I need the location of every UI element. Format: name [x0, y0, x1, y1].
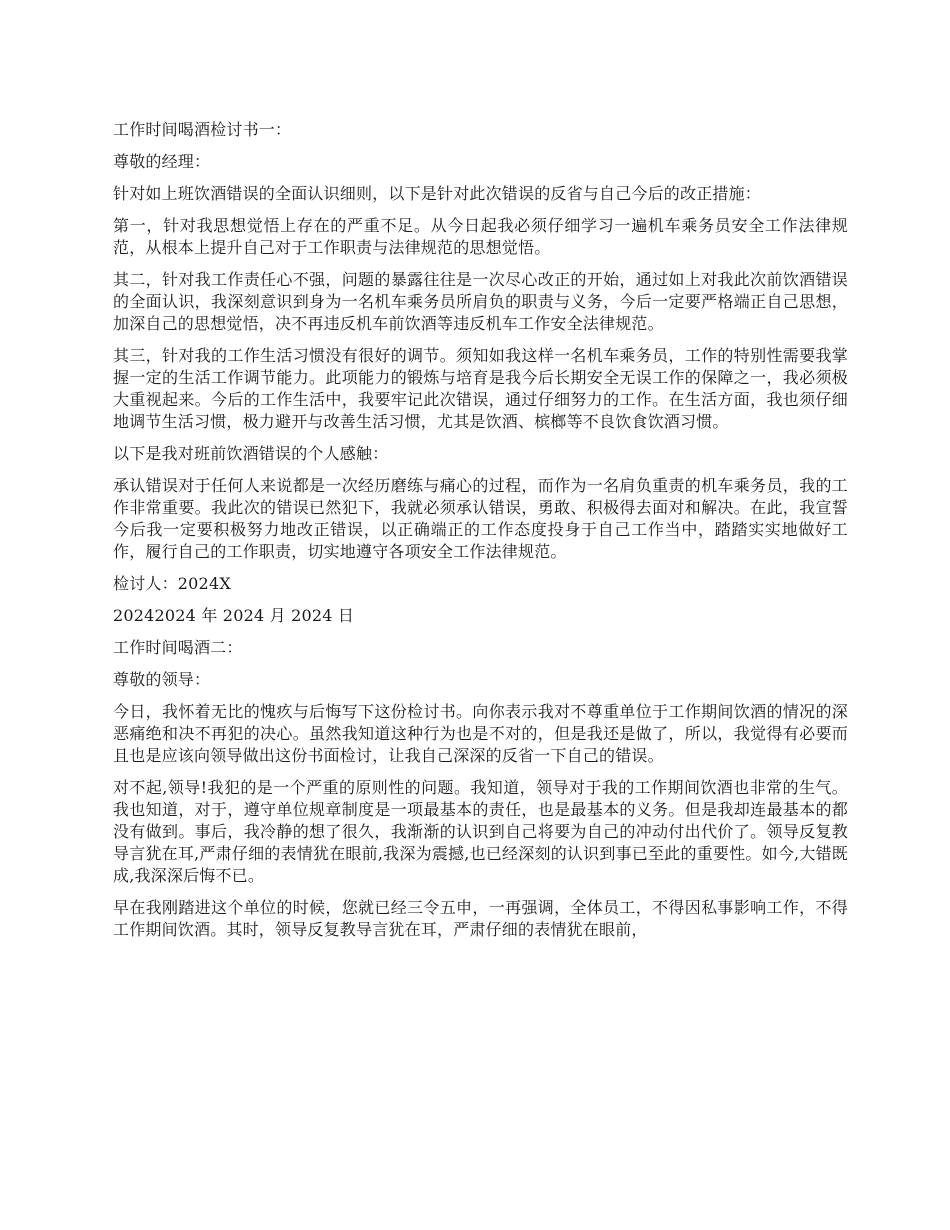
reflection-heading: 以下是我对班前饮酒错误的个人感触：: [113, 444, 389, 463]
point-three-paragraph: 其三，针对我的工作生活习惯没有很好的调节。须知如我这样一名机车乘务员，工作的特别性需要我掌握一定的生活工作调节能力。此项能力的锻炼与培育是我今后长期安全无误工作的保障之一，我必须极大重视起来。今后的工作生活中，我要牢记此次错误，通过仔细努力的工作。在生活方面，我也须仔细地调节生活习惯，极力避开与改善生活习惯，尤其是饮酒、槟榔等不良饮食饮酒习惯。: [113, 346, 848, 431]
background-paragraph: 早在我刚踏进这个单位的时候，您就已经三令五申，一再强调，全体员工，不得因私事影响工作，不得工作期间饮酒。其时，领导反复教导言犹在耳，严肃仔细的表情犹在眼前，: [113, 898, 848, 939]
reflection-paragraph: 承认错误对于任何人来说都是一次经历磨练与痛心的过程，而作为一名肩负重责的机车乘务员，我的工作非常重要。我此次的错误已然犯下，我就必须承认错误，勇敢、积极得去面对和解决。在此，我宣誓今后我一定要积极努力地改正错误，以正确端正的工作态度投身于自己工作当中，踏踏实实地做好工作，履行自己的工作职责，切实地遵守各项安全工作法律规范。: [113, 476, 848, 561]
title-two: 工作时间喝酒二：: [113, 638, 243, 657]
principle-paragraph: 对不起,领导!我犯的是一个严重的原则性的问题。我知道，领导对于我的工作期间饮酒也非常的生气。我也知道，对于，遵守单位规章制度是一项最基本的责任，也是最基本的义务。但是我却连最基本的都没有做到。事后，我冷静的想了很久，我渐渐的认识到自己将要为自己的冲动付出代价了。领导反复教导言犹在耳,严肃仔细的表情犹在眼前,我深为震撼,也已经深刻的认识到事已至此的重要性。如今,大错既成,我深深后悔不已。: [113, 778, 848, 885]
point-one-paragraph: 第一，针对我思想觉悟上存在的严重不足。从今日起我必须仔细学习一遍机车乘务员安全工作法律规范，从根本上提升自己对于工作职责与法律规范的思想觉悟。: [113, 216, 848, 257]
salutation-two: 尊敬的领导：: [113, 670, 211, 689]
signature-line: 检讨人：2024X: [113, 574, 231, 593]
point-two-paragraph: 其二，针对我工作责任心不强，问题的暴露往往是一次尽心改正的开始，通过如上对我此次前饮酒错误的全面认识，我深刻意识到身为一名机车乘务员所肩负的职责与义务，今后一定要严格端正自己思想，加深自己的思想觉悟，决不再违反机车前饮酒等违反机车工作安全法律规范。: [113, 270, 848, 333]
salutation-one: 尊敬的经理：: [113, 152, 211, 171]
intro-paragraph: 针对如上班饮酒错误的全面认识细则，以下是针对此次错误的反省与自己今后的改正措施：: [113, 184, 762, 203]
document-body: [113, 119, 848, 951]
apology-paragraph: 今日，我怀着无比的愧疚与后悔写下这份检讨书。向你表示我对不尊重单位于工作期间饮酒的情况的深恶痛绝和决不再犯的决心。虽然我知道这种行为也是不对的，但是我还是做了，所以，我觉得有必要而且也是应该向领导做出这份书面检讨，让我自己深深的反省一下自己的错误。: [113, 702, 848, 765]
title-one: 工作时间喝酒检讨书一：: [113, 120, 292, 139]
date-line: 20242024 年 2024 月 2024 日: [113, 606, 355, 625]
